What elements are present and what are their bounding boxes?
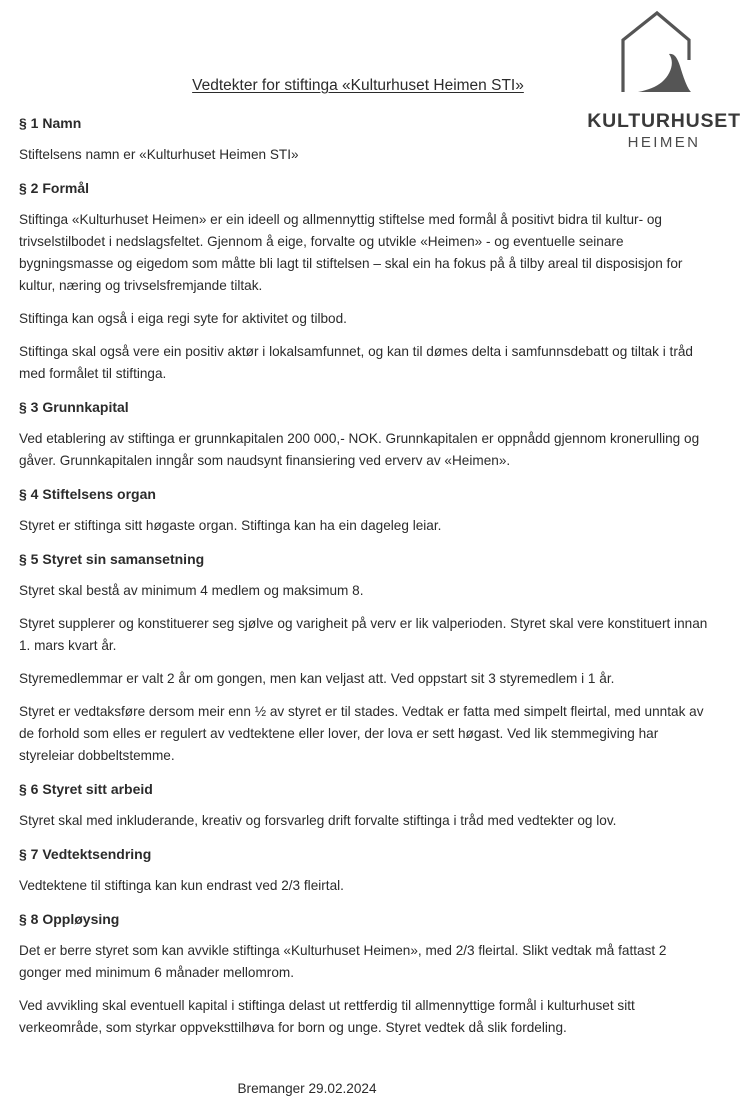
paragraph: Stiftinga kan også i eiga regi syte for aktivitet og tilbod. — [19, 311, 347, 326]
paragraph: Det er berre styret som kan avvikle stiftinga «Kulturhuset Heimen», med 2/3 fleirtal. Slikt vedtak må fattast 2 gonger med minimum 6 månader mellomrom. — [19, 943, 667, 980]
paragraph: Styremedlemmar er valt 2 år om gongen, men kan veljast att. Ved oppstart sit 3 styremedlem i 1 år. — [19, 671, 615, 686]
section-1 — [19, 112, 709, 166]
section-heading: § 1 Namn — [19, 115, 82, 131]
section-7 — [19, 843, 709, 897]
place-date: Bremanger 29.02.2024 — [237, 1081, 377, 1096]
paragraph: Stiftinga skal også vere ein positiv aktør i lokalsamfunnet, og kan til dømes delta i samfunnsdebatt og tiltak i tråd med formålet til stiftinga. — [19, 344, 693, 381]
section-4 — [19, 483, 709, 537]
paragraph: Styret er vedtaksføre dersom meir enn ½ av styret er til stades. Vedtak er fatta med simpelt fleirtal, med unntak av de forhold som elles er regulert av vedtektene eller lover, der lova er sett høgast. Ved lik stemmegiving har styreleiar dobbeltstemme. — [19, 704, 704, 763]
logo-wordmark-primary: KULTURHUSET — [587, 110, 741, 132]
paragraph: Styret skal bestå av minimum 4 medlem og maksimum 8. — [19, 583, 364, 598]
section-heading: § 5 Styret sin samansetning — [19, 551, 205, 567]
section-heading: § 6 Styret sitt arbeid — [19, 781, 153, 797]
section-5 — [19, 548, 709, 767]
section-heading: § 4 Stiftelsens organ — [19, 486, 156, 502]
section-heading: § 7 Vedtektsendring — [19, 846, 152, 862]
section-6 — [19, 778, 709, 832]
section-heading: § 2 Formål — [19, 180, 90, 196]
section-3 — [19, 396, 709, 472]
paragraph: Styret er stiftinga sitt høgaste organ. Stiftinga kan ha ein dageleg leiar. — [19, 518, 442, 533]
paragraph: Stiftinga «Kulturhuset Heimen» er ein ideell og allmennyttig stiftelse med formål å positivt bidra til kultur- og trivselstilbodet i nedslagsfeltet. Gjennom å eige, forvalte og utvikle «Heimen» - og eventuelle seinare bygningsmasse og eigedom som måtte bli lagt til stiftelsen – skal ein ha fokus på å tilby areal til disposisjon for kultur, næring og trivselsfremjande tiltak. — [19, 212, 683, 293]
section-heading: § 3 Grunnkapital — [19, 399, 129, 415]
paragraph: Styret supplerer og konstituerer seg sjølve og varigheit på verv er lik valperioden. Styret skal vere konstituert innan 1. mars kvart år. — [19, 616, 708, 653]
paragraph: Ved avvikling skal eventuell kapital i stiftinga delast ut rettferdig til allmennyttige formål i kulturhuset sitt verkeområde, som styrkar oppveksttilhøva for born og unge. Styret vedtek då slik fordeling. — [19, 998, 635, 1035]
document-body — [19, 112, 709, 1050]
paragraph: Ved etablering av stiftinga er grunnkapitalen 200 000,- NOK. Grunnkapitalen er oppnådd gjennom kronerulling og gåver. Grunnkapitalen inngår som naudsynt finansiering ved erverv av «Heimen». — [19, 431, 700, 468]
logo-wordmark-secondary: HEIMEN — [627, 134, 701, 151]
paragraph: Vedtektene til stiftinga kan kun endrast ved 2/3 fleirtal. — [19, 878, 344, 893]
paragraph: Stiftelsens namn er «Kulturhuset Heimen STI» — [19, 147, 299, 162]
document-title: Vedtekter for stiftinga «Kulturhuset Heimen STI» — [192, 77, 524, 94]
section-2 — [19, 177, 709, 385]
paragraph: Styret skal med inkluderande, kreativ og forsvarleg drift forvalte stiftinga i tråd med vedtekter og lov. — [19, 813, 617, 828]
section-heading: § 8 Oppløysing — [19, 911, 120, 927]
section-8 — [19, 908, 709, 1039]
